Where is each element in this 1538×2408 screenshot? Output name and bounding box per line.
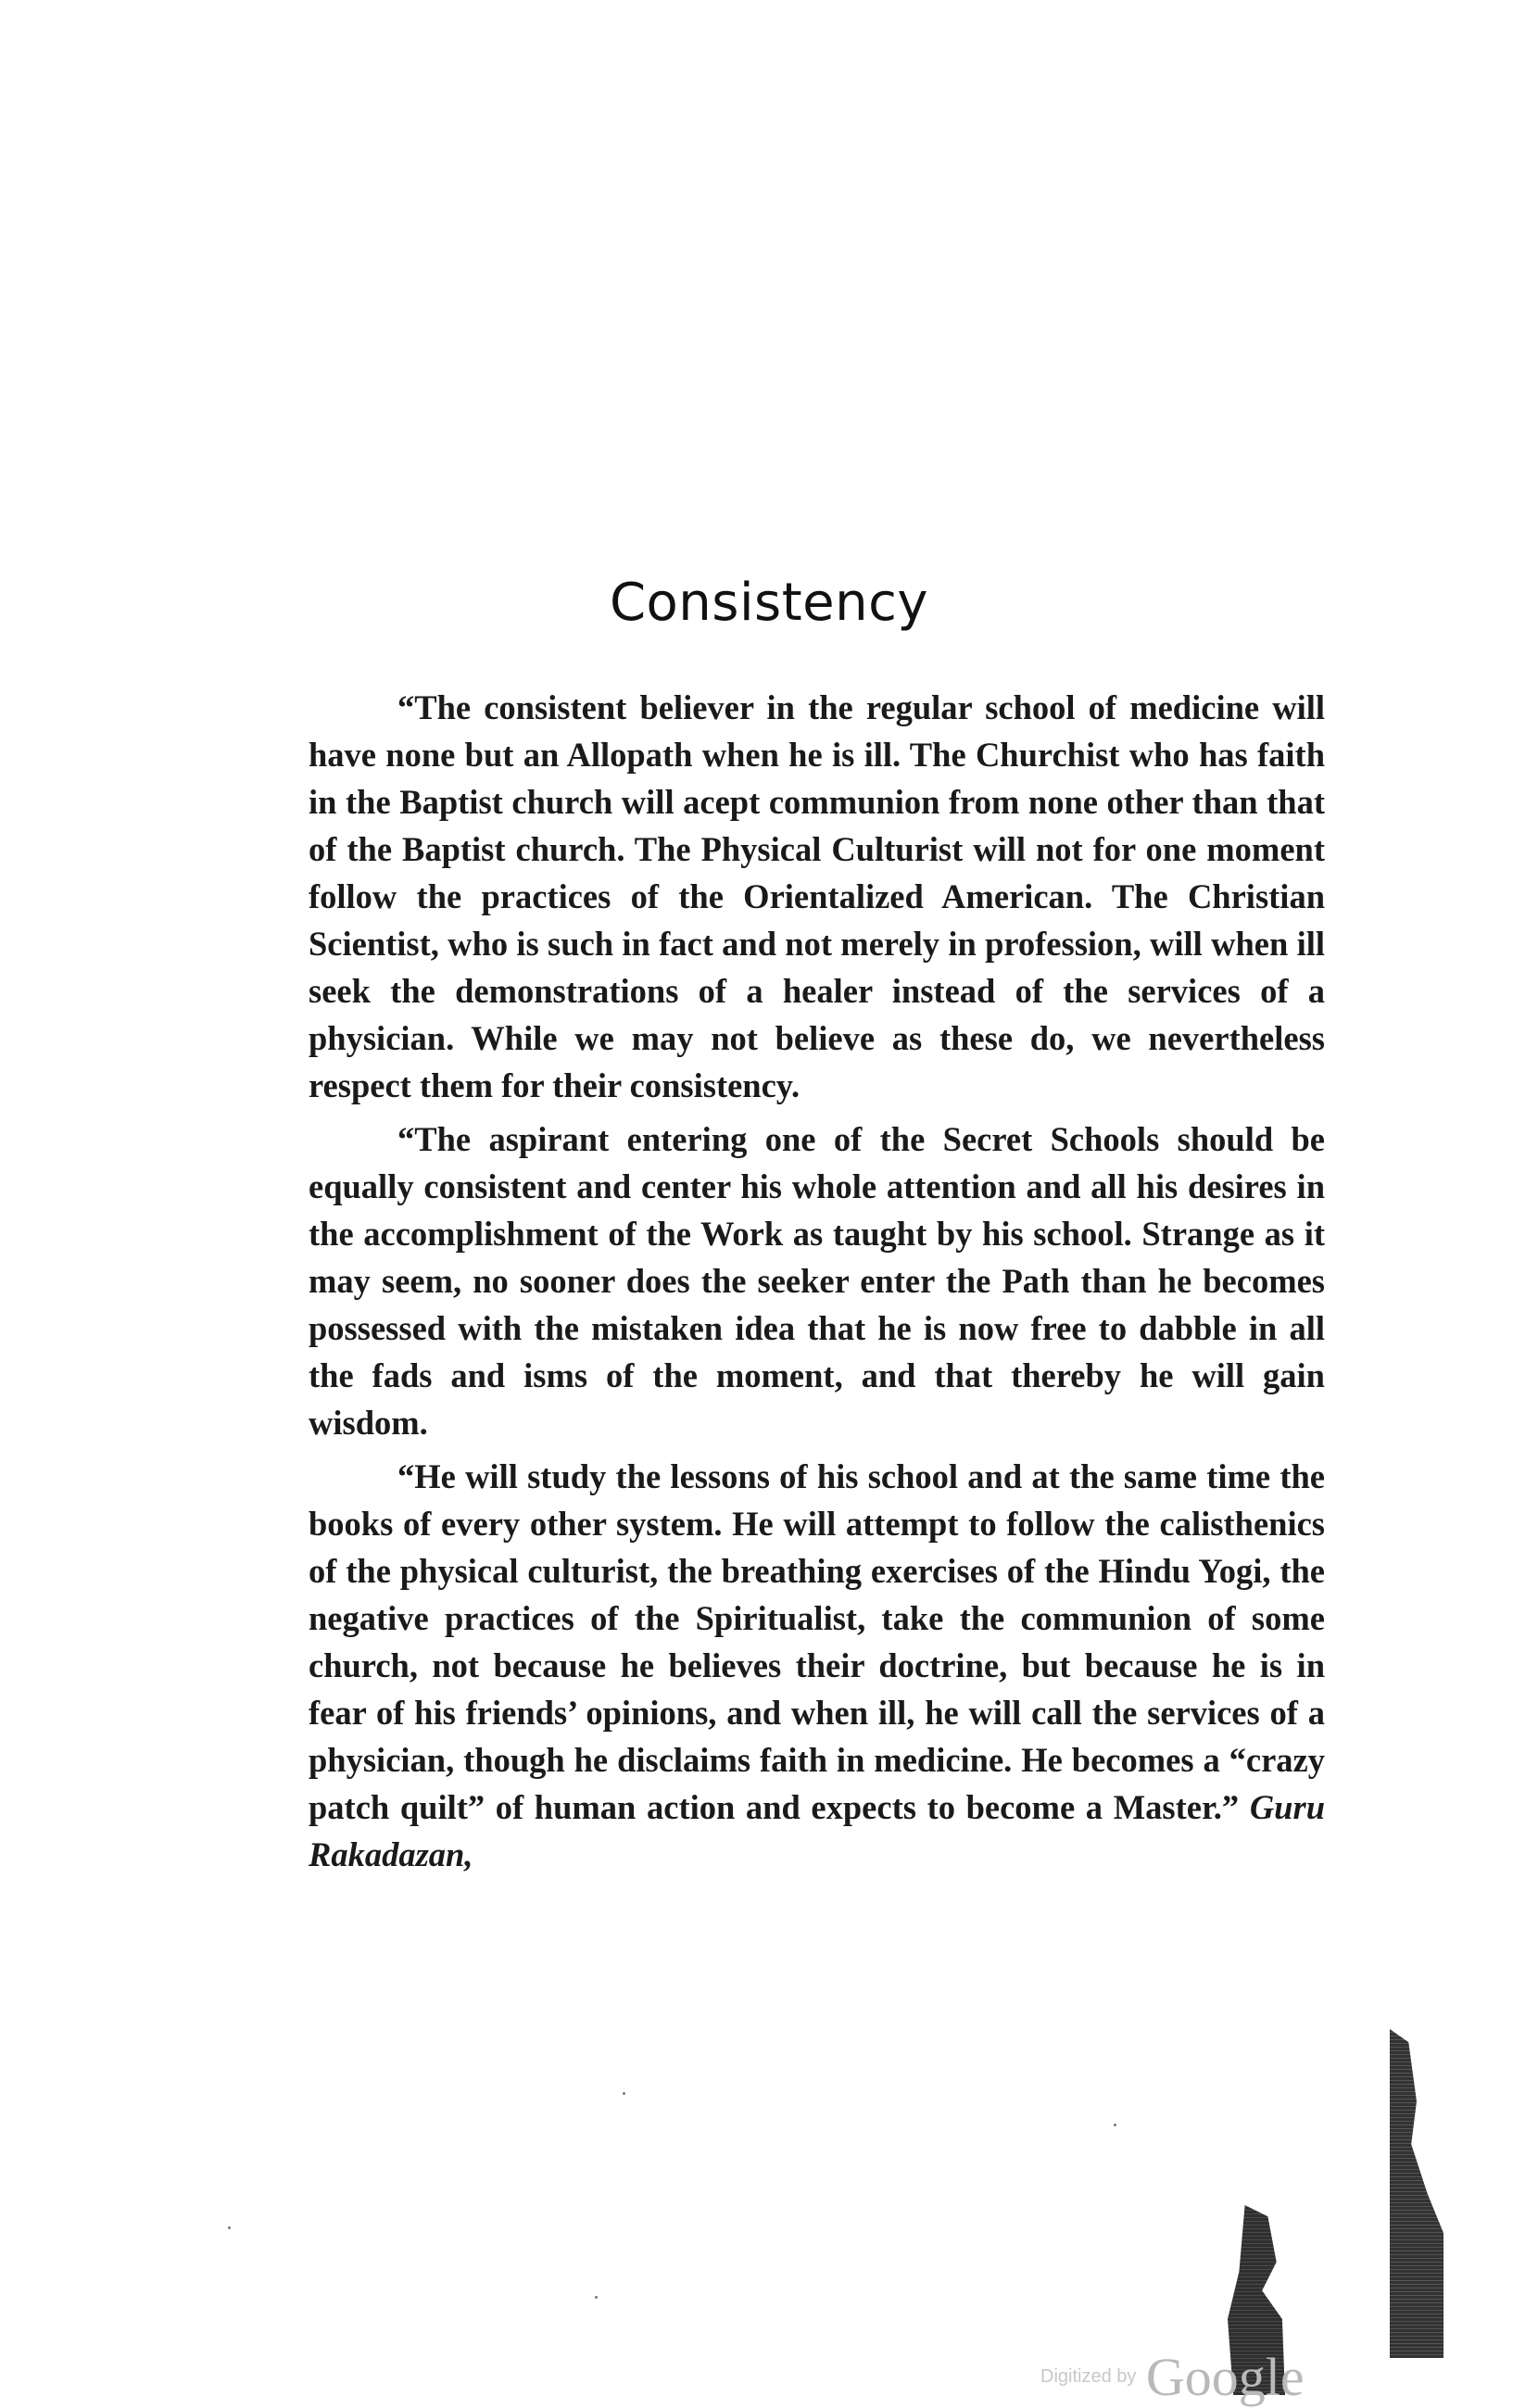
paragraph-1: “The consistent believer in the regular school of medicine will have none but an Allopath when he is ill. The Churchist who has faith in the Baptist church will acept communion from none other than that of the Baptist church. The Physical Culturist will not for one moment follow the practices of the Orientalized American. The Christian Scientist, who is such in fact and not merely in profession, will when ill seek the demonstrations of a healer instead of the services of a physician. While we may not believe as these do, we nevertheless respect them for their consistency. (309, 688, 1325, 1104)
watermark-prefix: Digitized by (1040, 2366, 1137, 2387)
author-attribution: Guru Rakadazan, (309, 1788, 1325, 1873)
scan-speck (623, 2092, 625, 2095)
watermark-brand-logo: Google (1145, 2347, 1305, 2407)
digitized-watermark (1040, 2346, 1305, 2408)
scan-speck (595, 2296, 598, 2299)
scan-edge-artifact (1390, 2029, 1443, 2358)
scan-speck (228, 2226, 231, 2229)
body-text (309, 684, 1325, 1885)
page-title: Consistency (609, 573, 929, 633)
paragraph-3 (309, 1453, 1325, 1878)
scan-speck (1114, 2124, 1116, 2126)
paragraph-2: “The aspirant entering one of the Secret Schools should be equally consistent and center his whole attention and all his desires in the accomplishment of the Work as taught by his school. Strange as it may seem, no sooner does the seeker enter the Path than he becomes possessed with the mistaken idea that he is now free to dabble in all the fads and isms of the moment, and that thereby he will gain wisdom. (309, 1120, 1325, 1442)
paragraph-3-text: “He will study the lessons of his school and at the same time the books of every other system. He will attempt to follow the calisthenics of the physical culturist, the breathing exercises of the Hindu Yogi, the negative practices of the Spiritualist, take the communion of some church, not because he believes their doctrine, but because he is in fear of his friends’ opinions, and when ill, he will call the services of a physician, though he disclaims faith in medicine. He becomes a “crazy patch quilt” of human action and expects to become a Master.” (309, 1457, 1325, 1826)
